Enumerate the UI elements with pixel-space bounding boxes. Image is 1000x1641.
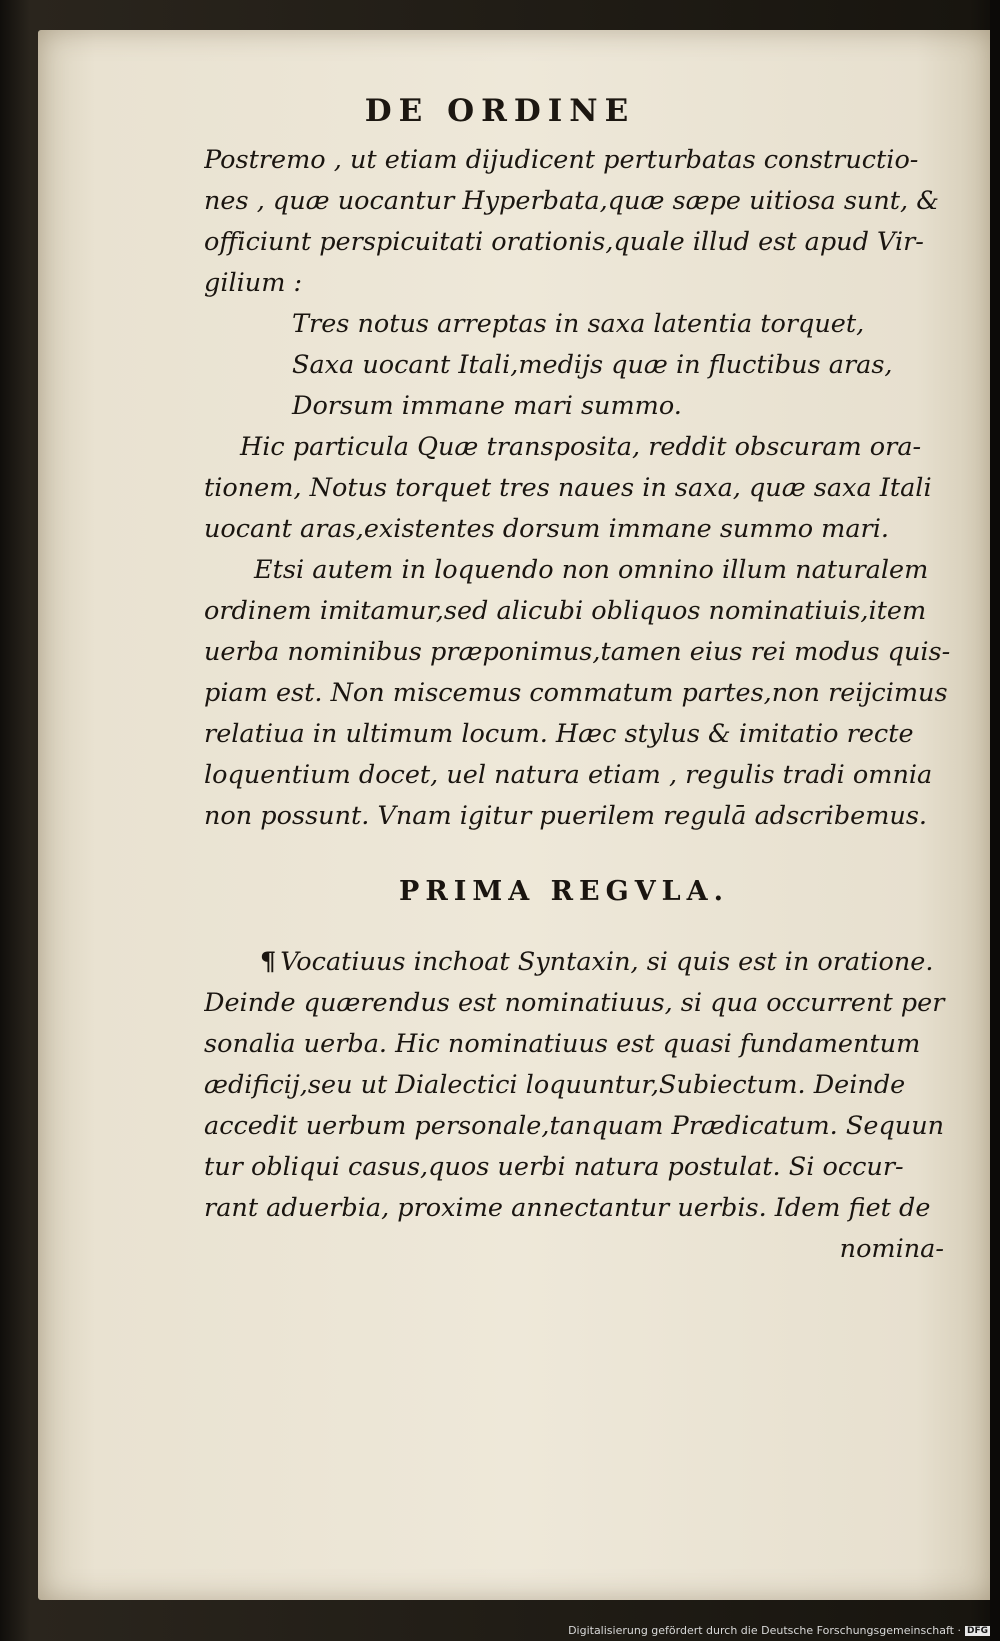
verse-line: Tres notus arreptas in saxa latentia torquet, <box>292 309 865 339</box>
dfg-logo: DFG <box>966 1626 988 1636</box>
section-title: PRIMA REGVLA. <box>399 876 729 907</box>
spacer <box>204 912 954 942</box>
book-edge <box>990 0 1000 1641</box>
text-line: gilium : <box>204 268 303 298</box>
text-line: non possunt. Vnam igitur puerilem regulā adscribemus. <box>204 801 928 831</box>
pilcrow-mark: ¶ <box>260 947 277 977</box>
text-line: tur obliqui casus,quos uerbi natura postulat. Si occur- <box>204 1152 904 1182</box>
text-line: Postremo , ut etiam dijudicent perturbatas constructio- <box>204 145 919 175</box>
verse-line: Saxa uocant Itali,medijs quæ in fluctibus aras, <box>292 350 893 380</box>
text-line: loquentium docet, uel natura etiam , regulis tradi omnia <box>204 760 933 790</box>
text-line: ordinem imitamur,sed alicubi obliquos nominatiuis,item <box>204 596 927 626</box>
text-line <box>204 942 954 983</box>
text-line: Hic particula Quæ transposita, reddit obscuram ora- <box>240 432 922 462</box>
text-line: uocant aras,existentes dorsum immane summo mari. <box>204 514 889 544</box>
text-line: relatiua in ultimum locum. Hæc stylus & imitatio recte <box>204 719 914 749</box>
text-line: rant aduerbia, proxime annectantur uerbis. Idem fiet de <box>204 1193 931 1223</box>
text-line: piam est. Non miscemus commatum partes,non reijcimus <box>204 678 948 708</box>
spacer <box>204 837 954 871</box>
main-text <box>204 140 954 1270</box>
text-line: uerba nominibus præponimus,tamen eius rei modus quis- <box>204 637 951 667</box>
running-head: DE ORDINE <box>364 93 636 129</box>
text-line: officiunt perspicuitati orationis,quale illud est apud Vir- <box>204 227 924 257</box>
text-segment: Vocatiuus inchoat Syntaxin, si quis est in oratione. <box>280 947 934 977</box>
catchword: nomina- <box>839 1234 944 1264</box>
text-line: sonalia uerba. Hic nominatiuus est quasi fundamentum <box>204 1029 921 1059</box>
text-line: tionem, Notus torquet tres naues in saxa, quæ saxa Itali <box>204 473 932 503</box>
text-line: Etsi autem in loquendo non omnino illum naturalem <box>254 555 929 585</box>
text-line: nes , quæ uocantur Hyperbata,quæ sæpe uitiosa sunt, & <box>204 186 939 216</box>
footer-credit <box>568 1624 990 1637</box>
verse-line: Dorsum immane mari summo. <box>292 391 682 421</box>
footer-text: Digitalisierung gefördert durch die Deutsche Forschungsgemeinschaft · <box>568 1624 961 1637</box>
text-line: accedit uerbum personale,tanquam Prædicatum. Sequun <box>204 1111 945 1141</box>
text-line: ædificij,seu ut Dialectici loquuntur,Subiectum. Deinde <box>204 1070 906 1100</box>
text-line: Deinde quærendus est nominatiuus, si qua occurrent per <box>204 988 945 1018</box>
